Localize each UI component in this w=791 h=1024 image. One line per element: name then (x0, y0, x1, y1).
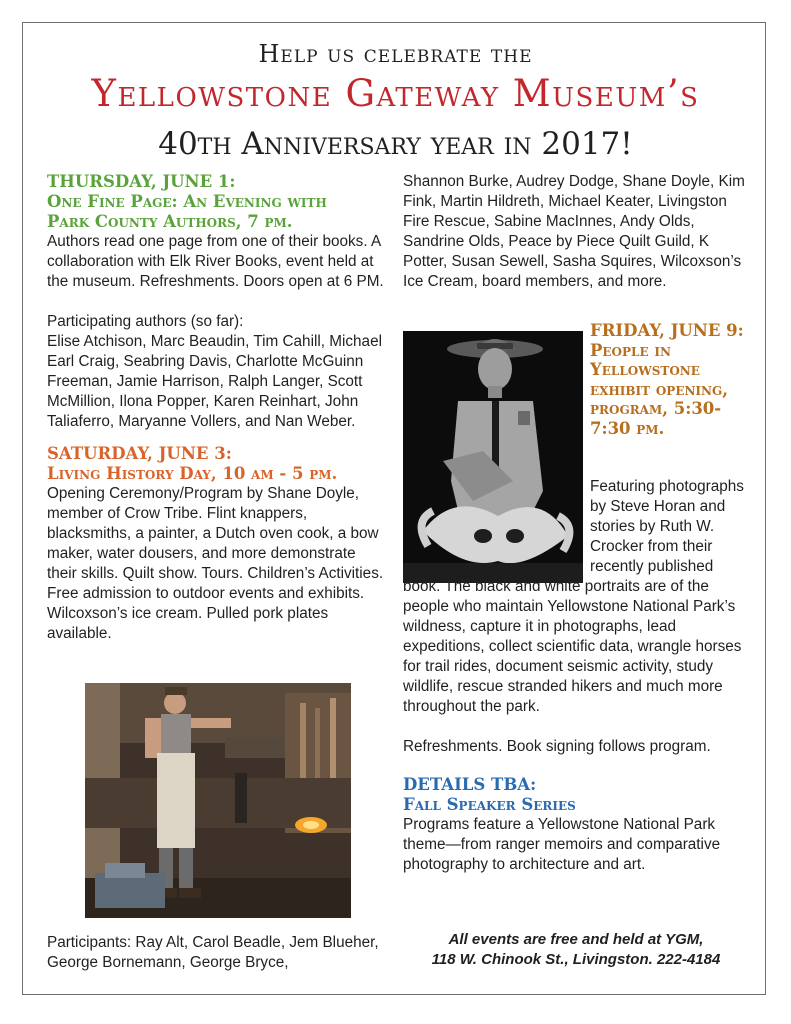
footer-line-2: 118 W. Chinook St., Livingston. 222-4184 (431, 951, 721, 968)
ranger-photo (403, 331, 583, 583)
tba-heading: DETAILS TBA: (403, 775, 537, 794)
thursday-date-heading: THURSDAY, JUNE 1: (47, 172, 236, 191)
thursday-event-title-2: Park County Authors, 7 pm. (47, 212, 293, 231)
friday-heading: FRIDAY, JUNE 9: People in Yellowstone exhibit opening, program, 5:30-7:30 pm. (590, 321, 744, 438)
museum-title: Yellowstone Gateway Museum’s (91, 72, 700, 115)
tba-description: Programs feature a Yellowstone National Park theme—from ranger memoirs and comparative photography to architecture and art. (403, 816, 721, 873)
saturday-event-title: Living History Day, 10 am - 5 pm. (47, 464, 338, 483)
saturday-date-heading: SATURDAY, JUNE 3: (47, 444, 232, 463)
friday-refreshments: Refreshments. Book signing follows program. (403, 738, 711, 755)
footer-line-1: All events are free and held at YGM, (448, 931, 704, 948)
thursday-description: Authors read one page from one of their books. A collaboration with Elk River Books, event held at the museum. Refreshments. Doors open at 6 PM. (47, 233, 384, 290)
friday-description-continued: book. The black and white portraits are of the people who maintain Yellowstone National Park’s wildness, capture it in photographs, lead expeditions, collect scientific data, wrangle horses for trail rides, document seismic activity, study wildlife, rescue stranded hikers and much more throughout the park. (403, 578, 742, 715)
left-column (47, 172, 387, 644)
thursday-event-title-1: One Fine Page: An Evening with (47, 192, 327, 211)
authors-list: Elise Atchison, Marc Beaudin, Tim Cahill, Michael Earl Craig, Seabring Davis, Charlotte McGuinn Freeman, Jamie Harrison, Ralph Langer, Scott McMillion, Ilona Popper, Karen Reinhart, John Taliaferro, Maryanne Vollers, and Nan Weber. (47, 333, 382, 430)
right-column (403, 172, 749, 292)
participants-start: Participants: Ray Alt, Carol Beadle, Jem Blueher, George Bornemann, George Bryce, (47, 934, 379, 971)
participants-continued: Shannon Burke, Audrey Dodge, Shane Doyle, Kim Fink, Martin Hildreth, Michael Keater, Livingston Fire Rescue, Sabine MacInnes, Andy Olds, Sandrine Olds, Peace by Piece Quilt Guild, K Potter, Susan Sewell, Sasha Squires, Wilcoxson’s Ice Cream, board members, and more. (403, 173, 745, 290)
right-column-continued (403, 577, 749, 875)
friday-heading-block (590, 321, 750, 438)
saturday-description: Opening Ceremony/Program by Shane Doyle, member of Crow Tribe. Flint knappers, blacksmiths, a painter, a Dutch oven cook, a bow maker, water dousers, and more demonstrate their skills. Quilt show. Tours. Children’s Activities. Free admission to outdoor events and exhibits. Wilcoxson’s ice cream. Pulled pork plates available. (47, 485, 384, 642)
authors-label: Participating authors (so far): (47, 313, 244, 330)
header-line-1: Help us celebrate the (258, 40, 533, 68)
fall-speaker-series-title: Fall Speaker Series (403, 795, 576, 814)
blacksmith-photo (85, 683, 351, 918)
footer-note (403, 930, 749, 970)
anniversary-line: 40th Anniversary year in 2017! (158, 126, 633, 162)
friday-description-start: Featuring photographs by Steve Horan and stories by Ruth W. Crocker from their recently published (590, 478, 744, 575)
